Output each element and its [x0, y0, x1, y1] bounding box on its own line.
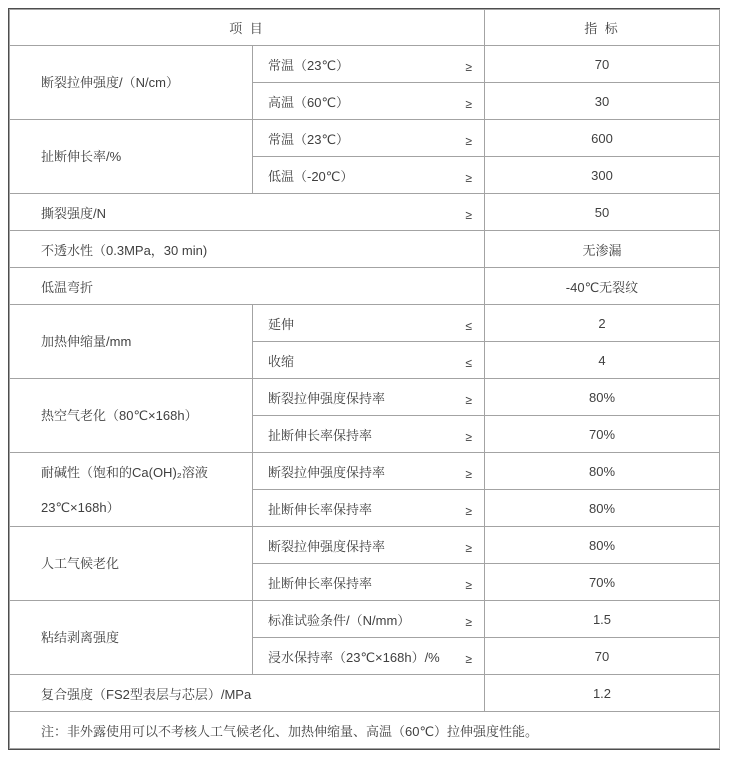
- table-row: [10, 453, 720, 490]
- indicator-value: 1.2: [485, 675, 720, 712]
- sub-item-label: 收缩: [268, 353, 295, 369]
- group-cell: 断裂拉伸强度/（N/cm）: [10, 46, 253, 120]
- spec-table: [8, 8, 720, 750]
- sub-item-label: 常温（23℃）: [268, 57, 350, 73]
- sub-item-cell: [253, 416, 485, 453]
- sub-item-cell: [253, 83, 485, 120]
- header-indicator: 指 标: [485, 10, 720, 46]
- indicator-value: 70%: [485, 416, 720, 453]
- sub-item-label: 扯断伸长率保持率: [268, 501, 373, 517]
- group-cell: 加热伸缩量/mm: [10, 305, 253, 379]
- table-header-row: [10, 10, 720, 46]
- op-symbol: ≥: [465, 392, 472, 407]
- sub-item-label: 断裂拉伸强度保持率: [268, 464, 386, 480]
- sub-item-cell: [253, 342, 485, 379]
- op-symbol: ≥: [465, 59, 472, 74]
- indicator-value: 无渗漏: [485, 231, 720, 268]
- indicator-value: 4: [485, 342, 720, 379]
- group-cell: 热空气老化（80℃×168h）: [10, 379, 253, 453]
- specification-table: [9, 9, 720, 749]
- table-note-row: [10, 712, 720, 749]
- sub-item-label: 扯断伸长率保持率: [268, 427, 373, 443]
- sub-item-label: 浸水保持率（23℃×168h）/%: [268, 649, 440, 665]
- table-row: [10, 120, 720, 157]
- indicator-value: 70%: [485, 564, 720, 601]
- table-row: [10, 46, 720, 83]
- item-cell: [10, 194, 485, 231]
- op-symbol: ≥: [465, 577, 472, 592]
- op-symbol: ≤: [465, 318, 472, 333]
- item-label: 低温弯折: [41, 279, 94, 295]
- item-label: 复合强度（FS2型表层与芯层）/MPa: [41, 686, 252, 702]
- sub-item-cell: [253, 638, 485, 675]
- sub-item-label: 扯断伸长率保持率: [268, 575, 373, 591]
- indicator-value: 80%: [485, 379, 720, 416]
- sub-item-label: 高温（60℃）: [268, 94, 350, 110]
- sub-item-cell: [253, 601, 485, 638]
- sub-item-label: 断裂拉伸强度保持率: [268, 390, 386, 406]
- table-row: [10, 675, 720, 712]
- sub-item-label: 断裂拉伸强度保持率: [268, 538, 386, 554]
- group-cell: 粘结剥离强度: [10, 601, 253, 675]
- sub-item-cell: [253, 305, 485, 342]
- indicator-value: 30: [485, 83, 720, 120]
- sub-item-label: 低温（-20℃）: [268, 168, 354, 184]
- indicator-value: 70: [485, 638, 720, 675]
- sub-item-cell: [253, 527, 485, 564]
- sub-item-cell: [253, 564, 485, 601]
- header-item: 项 目: [10, 10, 485, 46]
- op-symbol: ≥: [465, 429, 472, 444]
- item-label: 撕裂强度/N: [41, 205, 107, 221]
- indicator-value: 80%: [485, 527, 720, 564]
- table-row: [10, 268, 720, 305]
- op-symbol: ≥: [465, 651, 472, 666]
- group-cell: [10, 453, 253, 527]
- indicator-value: 300: [485, 157, 720, 194]
- indicator-value: 600: [485, 120, 720, 157]
- sub-item-cell: [253, 379, 485, 416]
- op-symbol: ≥: [465, 466, 472, 481]
- sub-item-cell: [253, 453, 485, 490]
- table-row: [10, 194, 720, 231]
- op-symbol: ≥: [465, 540, 472, 555]
- op-symbol: ≥: [465, 503, 472, 518]
- indicator-value: 2: [485, 305, 720, 342]
- note-cell: 注：非外露使用可以不考核人工气候老化、加热伸缩量、高温（60℃）拉伸强度性能。: [10, 712, 720, 749]
- indicator-value: -40℃无裂纹: [485, 268, 720, 305]
- sub-item-cell: [253, 157, 485, 194]
- table-row: [10, 601, 720, 638]
- op-symbol: ≥: [465, 207, 472, 222]
- sub-item-cell: [253, 120, 485, 157]
- item-cell: [10, 268, 485, 305]
- group-cell: 扯断伸长率/%: [10, 120, 253, 194]
- op-symbol: ≥: [465, 133, 472, 148]
- table-row: [10, 379, 720, 416]
- item-label: 不透水性（0.3MPa，30 min): [41, 242, 208, 258]
- op-symbol: ≥: [465, 96, 472, 111]
- table-row: [10, 231, 720, 268]
- group-cell: 人工气候老化: [10, 527, 253, 601]
- indicator-value: 80%: [485, 490, 720, 527]
- item-cell: [10, 675, 485, 712]
- group-label-line2: 23℃×168h）: [41, 499, 120, 515]
- sub-item-label: 延伸: [268, 316, 295, 332]
- item-cell: [10, 231, 485, 268]
- op-symbol: ≥: [465, 170, 472, 185]
- indicator-value: 1.5: [485, 601, 720, 638]
- sub-item-cell: [253, 490, 485, 527]
- sub-item-cell: [253, 46, 485, 83]
- op-symbol: ≤: [465, 355, 472, 370]
- indicator-value: 70: [485, 46, 720, 83]
- op-symbol: ≥: [465, 614, 472, 629]
- sub-item-label: 标准试验条件/（N/mm）: [268, 612, 411, 628]
- group-label-line1: 耐碱性（饱和的Ca(OH)₂溶液: [41, 464, 208, 480]
- table-row: [10, 305, 720, 342]
- indicator-value: 50: [485, 194, 720, 231]
- indicator-value: 80%: [485, 453, 720, 490]
- table-row: [10, 527, 720, 564]
- sub-item-label: 常温（23℃）: [268, 131, 350, 147]
